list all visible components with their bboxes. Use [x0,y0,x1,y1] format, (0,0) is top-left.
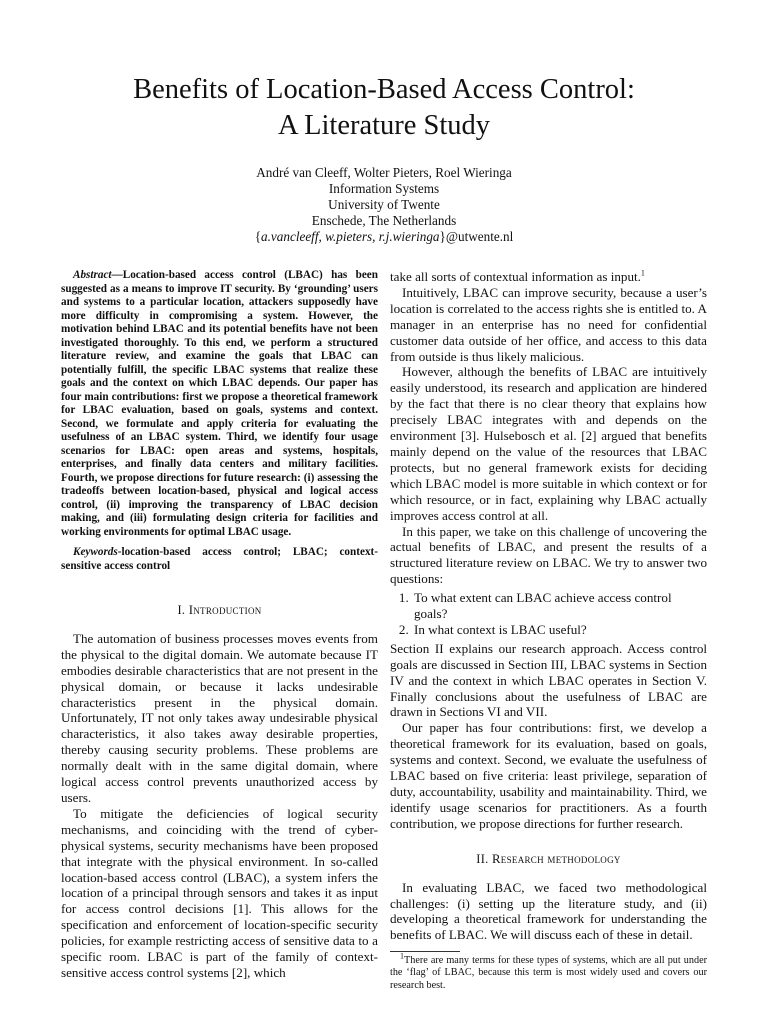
intro-paragraph-3: Intuitively, LBAC can improve security, because a user’s location is correlated to the access rights she is entitled to. A manager in an enterprise has no need for confidential customer data outside of her office, and access to this data from outside is thus likely malicious. [390,284,707,364]
intro-paragraph-5: In this paper, we take on this challenge of uncovering the actual benefits of LBAC, and present the results of a structured literature review on LBAC. We try to answer two questions: [390,523,707,587]
title-line-2: A Literature Study [277,110,491,141]
left-column [61,269,378,981]
research-question-2: 2. In what context is LBAC useful? [412,622,707,638]
intro-paragraph-7: Our paper has four contributions: first, we develop a theoretical framework for its evaluation, based on goals, systems and context. Second, we evaluate the usefulness of LBAC based on five criteria: least privilege, separation of duty, accountability, usability and maintainability. Third, we identify usage scenarios for practitioners. As a fourth contribution, we propose directions for further research. [390,720,707,831]
keywords: Keywords-location-based access control; LBAC; context-sensitive access control [61,546,378,572]
research-question-1: 1. To what extent can LBAC achieve access control goals? [412,590,707,622]
title-line-1: Benefits of Location-Based Access Control: [133,74,635,105]
affiliation-dept: Information Systems [328,181,440,196]
intro-paragraph-2: To mitigate the deficiencies of logical security mechanisms, and coinciding with the trend of cyber-physical systems, security mechanisms have been proposed that integrate with the physical environment. In so-called location-based access control (LBAC), a system infers the location of a principal through sensors and takes it as input for access control decisions [1]. This allows for the specification and enforcement of location-specific security policies, for example restricting access of sensitive data to a specific room. LBAC is part of the family of context-sensitive access control systems [2], which [61,805,378,980]
section-heading-methodology: II. Research methodology [476,851,621,866]
intro-paragraph-1: The automation of business processes moves events from the physical to the digital domain. We automate because IT embodies desirable characteristics that are not present in the physical domain, or because it lacks undesirable characteristics present in the physical domain. Unfortunately, IT not only takes away undesirable physical characteristics, it also takes away desirable properties, thereby causing security problems. These problems are normally dealt with in the same digital domain, where logical access control prevents unauthorized access by users. [61,630,378,805]
affiliation-univ: University of Twente [328,197,440,212]
right-column [390,269,707,992]
affiliation-city: Enschede, The Netherlands [311,213,457,228]
research-questions-list [390,590,707,638]
author-emails: {a.vancleeff, w.pieters, r.j.wieringa}@utwente.nl [254,229,514,244]
intro-paragraph-6: Section II explains our research approach. Access control goals are discussed in Section III, LBAC systems in Section IV and the context in which LBAC operates in Section V. Finally conclusions about the usefulness of LBAC are drawn in Sections VI and VII. [390,640,707,720]
section-heading-introduction: I. Introduction [177,603,262,617]
footnote-ref: 1 [640,268,645,278]
footnote: $^1$There are many terms for these types of systems, which are all put under the ‘flag’ of LBAC, because this term is most widely used and covers our research best. [390,951,707,991]
methodology-paragraph-1: In evaluating LBAC, we faced two methodological challenges: (i) setting up the literature study, and (ii) developing a theoretical framework for understanding the benefits of LBAC. We will discuss each of these in detail. [390,879,707,943]
abstract: Abstract—Location-based access control (LBAC) has been suggested as a means to improve IT security. By ‘grounding’ users and systems to a particular location, attackers supposedly have more difficulty in compromising a system. However, the motivation behind LBAC and its potential benefits have not been investigated thoroughly. To this end, we perform a structured literature review, and examine the goals that LBAC can potentially fulfill, the specific LBAC systems that realize these goals and the context on which LBAC depends. Our paper has four main contributions: first we propose a theoretical framework for LBAC evaluation, based on goals, systems and context. Second, we formulate and apply criteria for evaluating the usefulness of an LBAC system. Third, we identify four usage scenarios for LBAC: open areas and systems, hospitals, enterprises, and finally data centers and military facilities. Fourth, we propose directions for future research: (i) assessing the tradeoffs between location-based, physical and logical access control, (ii) improving the transparency of LBAC decision making, and (iii) formulating design criteria for facilities and working environments for optimal LBAC usage. [61,269,378,538]
paper-title [60,72,708,144]
author-block [160,165,608,245]
author-names: André van Cleeff, Wolter Pieters, Roel Wieringa [256,165,512,180]
intro-paragraph-4: However, although the benefits of LBAC are intuitively easily understood, its research and application are hindered by the fact that there is no clear theory that explains how precisely LBAC integrates with and depends on the environment [3]. Hulsebosch et al. [2] argued that benefits mainly depend on the value of the resources that LBAC protects, but no general framework exists for deciding which LBAC model is more suitable in which context or for which resource, or in fact, explaining why LBAC actually improves access control at all. [390,364,707,523]
intro-paragraph-continued: take all sorts of contextual information as input.$^1$ [390,268,645,284]
